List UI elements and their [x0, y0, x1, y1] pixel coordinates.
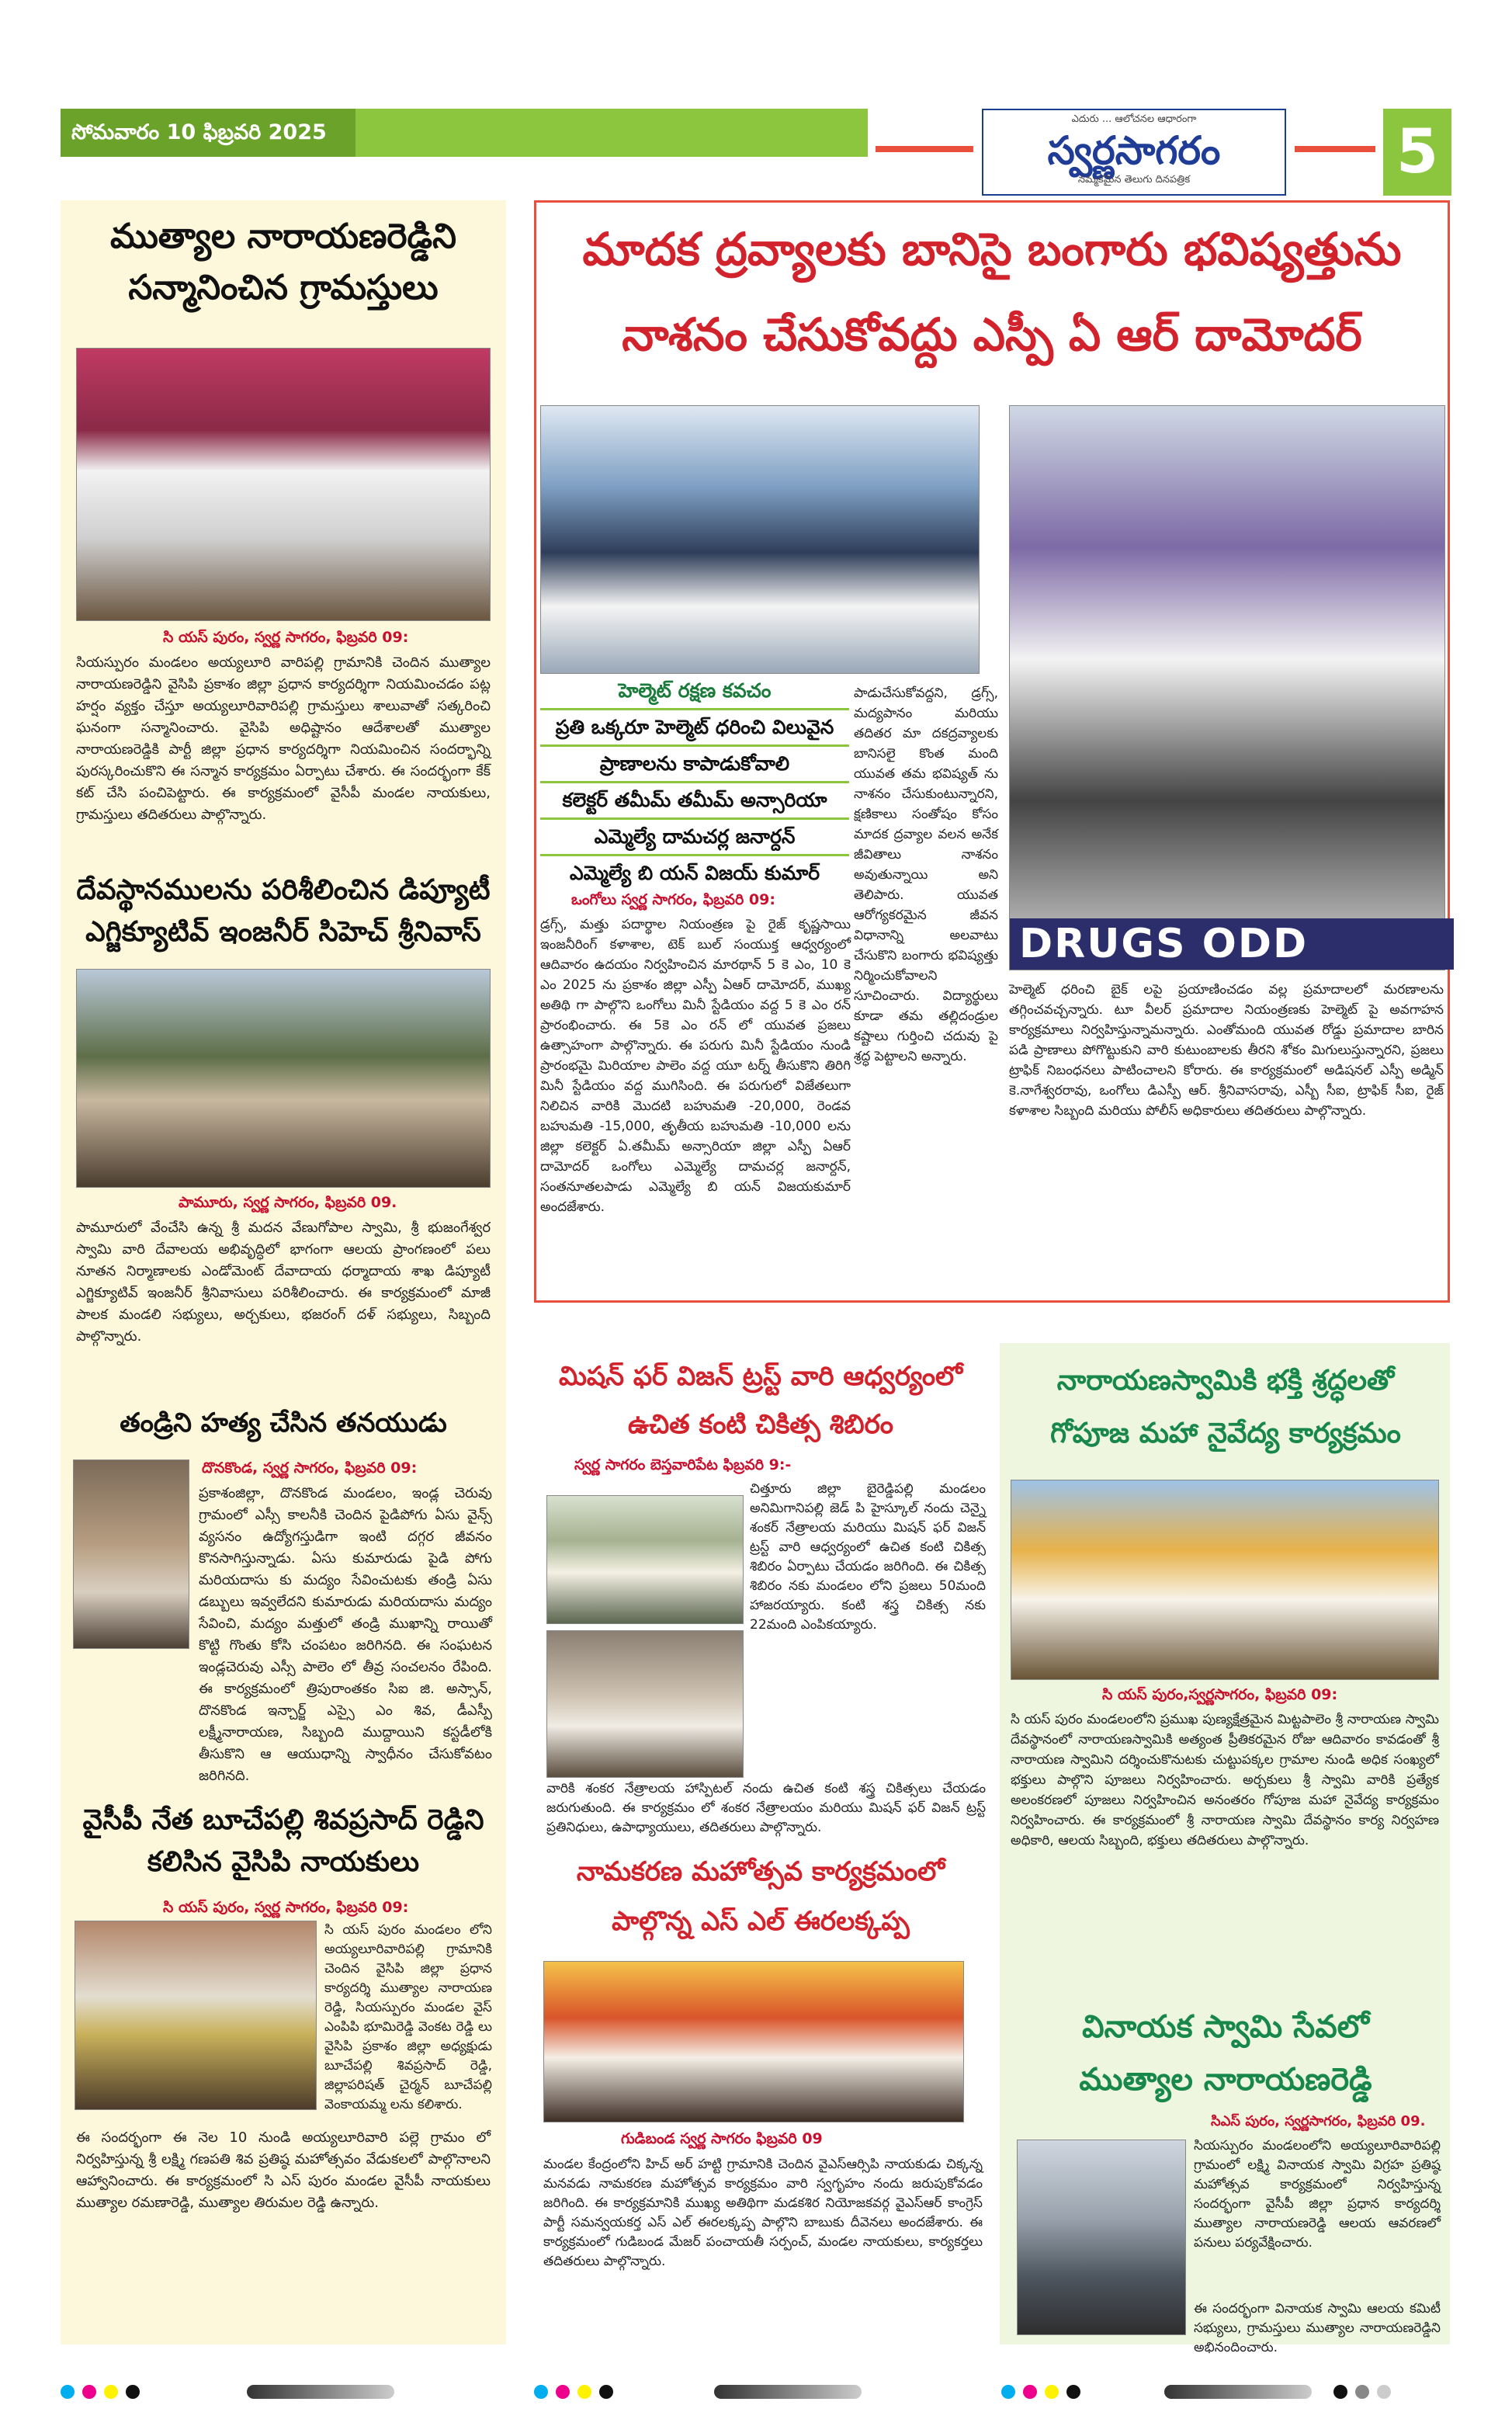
- article-title-temple-inspection: దేవస్థానములను పరిశీలించిన డిప్యూటీ ఎగ్జిక్యూటివ్ ఇంజనీర్ సిహెచ్ శ్రీనివాస్: [76, 874, 491, 948]
- article-body-r2: ఈ సందర్భంగా వినాయక స్వామి ఆలయ కమిటీ సభ్యులు, గ్రామస్తులు ముత్యాల నారాయణరెడ్డిని అభినందించారు.: [1194, 2301, 1441, 2355]
- reg-dot: [126, 2385, 140, 2399]
- article-title-ysrcp-meet: వైసీపీ నేత బూచేపల్లి శివప్రసాద్ రెడ్డిని కలిసిన వైసిపి నాయకులు: [82, 1804, 484, 1878]
- registration-dots-mid: [534, 2385, 613, 2402]
- issue-date: సోమవారం 10 ఫిబ్రవరి 2025: [61, 109, 355, 157]
- photo-murder-scene: [73, 1459, 189, 1649]
- reg-dot: [599, 2385, 613, 2399]
- article-body-a1: సియస్పురం మండలం అయ్యలూరి వారిపల్లి గ్రామానికి చెందిన ముత్యాల నారాయణరెడ్డిని వైసిపి ప్రకాశం జిల్లా ప్రధాన కార్యదర్శిగా నియమించడం పట్ల హర్షం వ్యక్తం చేస్తూ అయ్యలూరివారిపల్లి గ్రామస్తులు శాలువాతో సత్కరించి ఘనంగా సన్మానించారు. వైసిపి అధిష్టానం ఆదేశాలతో ముత్యాల నారాయణరెడ్డికి పార్టీ జిల్లా ప్రధాన కార్యదర్శిగా నియమించిన సందర్భాన్ని పురస్కరించుకొని ఈ సన్మాన కార్యక్రమం ఏర్పాటు చేశారు. ఈ సందర్భంగా కేక్ కట్ చేసి పంచిపెట్టారు. ఈ కార్యక్రమంలో వైసీపీ మండల నాయకులు, గ్రామస్తులు తదితరులు పాల్గొన్నారు.: [76, 654, 491, 823]
- article-title-sanmanam: ముత్యాల నారాయణరెడ్డిని సన్మానించిన గ్రామస్తులు: [110, 217, 456, 307]
- photo-marathon-crowd: [1009, 405, 1445, 970]
- lead-headline-line1: మాదక ద్రవ్యాలకు బానిసై బంగారు భవిష్యత్తును: [582, 223, 1402, 276]
- lead-body-middle: పాడుచేసుకోవద్దని, డ్రగ్స్, మద్యపానం మరియు తదితర మా దకద్రవ్యాలకు బానిసలై కొంత మంది యువత తమ భవిష్యత్ ను నాశనం చేసుకుంటున్నారని, క్షణికాలు సంతోషం కోసం మాదక ద్రవ్యాల వలన అనేక జీవితాలు నాశనం అవుతున్నాయి అని తెలిపారు. యువత ఆరోగ్యకరమైన జీవన విధానాన్ని అలవాటు చేసుకొని బంగారు భవిష్యత్తు నిర్మించుకోవాలని సూచించారు. విద్యార్థులు కూడా తమ తల్లిదండ్రుల కష్టాలు గుర్తించి చదువు పై శ్రద్ధ పెట్టాలని అన్నారు.: [854, 685, 998, 1064]
- reg-dot: [577, 2385, 591, 2399]
- reg-dot: [1045, 2385, 1059, 2399]
- masthead-title: స్వర్ణసాగరం: [1047, 128, 1221, 173]
- article-body-m1: వారికి శంకర నేత్రాలయ హాస్పిటల్ నందు ఉచిత కంటి శస్త్ర చికిత్సలు చేయడం జరుగుతుంది. ఈ కార్యక్రమం లో శంకర నేత్రాలయం మరియు మిషన్ ఫర్ విజన్ ట్రస్ట్ ప్రతినిధులు, ఉపాధ్యాయులు, తదితరులు పాల్గొన్నారు.: [546, 1781, 986, 1835]
- reg-dot: [556, 2385, 570, 2399]
- reg-dot: [1355, 2385, 1369, 2399]
- article-title-naming-2: పాల్గొన్న ఎస్ ఎల్ ఈరలక్కప్ప: [612, 1906, 910, 1937]
- header-rule-right: [1295, 146, 1375, 152]
- highlight-box: [540, 674, 849, 916]
- highlight-1: హెల్మెట్ రక్షణ కవచం: [540, 674, 849, 710]
- reg-dot: [1023, 2385, 1037, 2399]
- masthead: [982, 109, 1286, 196]
- registration-dots-right: [1001, 2385, 1080, 2402]
- article-body-a2: పామూరులో వేంచేసి ఉన్న శ్రీ మదన వేణుగోపాల స్వామి, శ్రీ భుజంగేశ్వర స్వామి వారి దేవాలయ అభివృద్ధిలో భాగంగా ఆలయ ప్రాంగణంలో పలు నూతన నిర్మాణాలకు ఎండోమెంట్ దేవాదాయ ధర్మాదాయ శాఖ డిప్యూటీ ఎగ్జిక్యూటివ్ ఇంజనీర్ శ్రీనివాసులు పరిశీలించారు. ఈ కార్యక్రమంలో మాజీ పాలక మండలి సభ్యులు, అర్చకులు, భజరంగ్ దళ్ సభ్యులు, సిబ్బంది పాల్గొన్నారు.: [76, 1220, 491, 1345]
- highlight-5: ఎమ్మెల్యే దామచర్ల జనార్దన్: [540, 820, 849, 856]
- article-title-vinayaka-2: ముత్యాల నారాయణరెడ్డి: [1079, 2062, 1372, 2098]
- masthead-tagline: ఎదురు ... ఆలోచనల ఆధారంగా: [1071, 113, 1197, 125]
- article-side-r2: సియస్పురం మండలంలోని అయ్యలూరివారిపల్లి గ్రామంలో లక్ష్మి వినాయక స్వామి విగ్రహ ప్రతిష్ఠ మహోత్సవ కార్యక్రమంలో నిర్వహిస్తున్న సందర్భంగా వైసీపీ జిల్లా ప్రధాన కార్యదర్శి ముత్యాల నారాయణరెడ్డి ఆలయ ఆవరణలో పనులు పర్యవేక్షించారు.: [1194, 2138, 1441, 2251]
- photo-temple-inspection: [76, 969, 491, 1188]
- highlight-3: ప్రాణాలను కాపాడుకోవాలి: [540, 747, 849, 783]
- lead-headline-line2: నాశనం చేసుకోవద్దు ఎస్పీ ఏ ఆర్ దామోదర్: [622, 308, 1362, 361]
- reg-dot: [1333, 2385, 1347, 2399]
- dateline-a1: సి యస్ పురం, స్వర్ణ సాగరం, ఫిబ్రవరి 09:: [163, 629, 409, 646]
- article-title-gopuja-2: గోపూజ మహా నైవేద్య కార్యక్రమం: [1050, 1418, 1401, 1449]
- dateline-a2: పామూరు, స్వర్ణ సాగరం, ఫిబ్రవరి 09.: [179, 1194, 397, 1211]
- header-rule-left: [876, 146, 973, 152]
- photo-marathon-stage: [540, 405, 980, 674]
- article-side-a4: సి యస్ పురం మండలం లోని అయ్యలూరివారిపల్లి గ్రామానికి చెందిన వైసిపి జిల్లా ప్రధాన కార్యదర్శి ముత్యాల నారాయణ రెడ్డి, సియస్పురం మండల వైస్ ఎంపిపి భూమిరెడ్డి వెంకట రెడ్డి లు వైసిపి ప్రకాశం జిల్లా అధ్యక్షుడు బూచేపల్లి శివప్రసాద్ రెడ్డి, జిల్లాపరిషత్ చైర్మన్ బూచేపల్లి వెంకాయమ్మ లను కలిశారు.: [324, 1922, 492, 2112]
- highlight-2: ప్రతి ఒక్కరూ హెల్మెట్ ధరించి విలువైన: [540, 710, 849, 747]
- lead-dateline: ఒంగోలు స్వర్ణ సాగరం, ఫిబ్రవరి 09:: [571, 891, 775, 908]
- article-title-murder: తండ్రిని హత్య చేసిన తనయుడు: [120, 1407, 447, 1439]
- page-number: 5: [1383, 109, 1451, 196]
- article-body-a3: ప్రకాశంజిల్లా, దొనకొండ మండలం, ఇండ్ల చెరువు గ్రామంలో ఎస్సీ కాలనీకి చెందిన పైడిపోగు ఏసు వైన్స్ వ్యసనం ఉద్యోగస్తుడిగా ఇంటి దగ్గర జీవనం కొనసాగిస్తున్నాడు. ఏసు కుమారుడు పైడి పోగు మరియదాసు కు మద్యం సేవించుటకు తండ్రి ఏసు డబ్బులు ఇవ్వలేదని కుమారుడు మరియదాసు మద్యం సేవించి, మద్యం మత్తులో తండ్రి ముఖాన్ని రాయితో కొట్టి గొంతు కోసి చంపటం జరిగినది. ఈ సంఘటన ఇండ్లచెరువు ఎస్సీ పాలెం లో తీవ్ర సంచలనం రేపింది. ఈ కార్యక్రమంలో త్రిపురాంతకం సిఐ జి. అస్సాన్, దొనకొండ ఇన్చార్జ్ ఎస్సై ఎం శివ, డీఎస్పీ లక్ష్మీనారాయణ, సిబ్బంది ముద్దాయిని కస్టడీలోకి తీసుకొని ఆ ఆయుధాన్ని స్వాధీనం చేసుకోవటం జరిగినది.: [199, 1485, 492, 1784]
- highlight-4: కలెక్టర్ తమీమ్ తమీమ్ అన్సారియా: [540, 783, 849, 820]
- highlight-6: ఎమ్మెల్యే బి యన్ విజయ్ కుమార్: [569, 862, 820, 884]
- reg-dot: [1377, 2385, 1391, 2399]
- dateline-r2: సిఎస్ పురం, స్వర్ణసాగరం, ఫిబ్రవరి 09.: [1211, 2113, 1426, 2129]
- photo-felicitation: [76, 348, 491, 621]
- photo-leaders: [75, 1921, 317, 2110]
- reg-dot: [534, 2385, 548, 2399]
- reg-dot: [1001, 2385, 1015, 2399]
- registration-bar: [247, 2385, 394, 2399]
- article-title-gopuja-1: నారాయణస్వామికి భక్తి శ్రద్ధలతో: [1056, 1365, 1395, 1397]
- photo-vinayaka: [1017, 2140, 1186, 2335]
- reg-dot: [82, 2385, 96, 2399]
- lead-body-right: హెల్మెట్ ధరించి బైక్ లపై ప్రయాణించడం వల్ల ప్రమాదాలలో మరణాలను తగ్గించవచ్చన్నారు. టూ వీలర్ ప్రమాదాల నియంత్రణకు హెల్మెట్ పై అవగాహన కార్యక్రమాలు నిర్వహిస్తున్నామన్నారు. ఎంతోమంది యువత రోడ్డు ప్రమాదాల బారిన పడి ప్రాణాలు పోగొట్టుకుని వారి కుటుంబాలకు తీరని శోకం మిగులుస్తున్నారని, ప్రజలు ట్రాఫిక్ నిబంధనలు పాటించాలని కోరారు. ఈ కార్యక్రమంలో అడిషనల్ ఎస్పీ అడ్మిన్ కె.నాగేశ్వరరావు, ఒంగోలు డిఎస్పీ ఆర్. శ్రీనివాసరావు, ఎస్బీ సీఐ, ట్రాఫిక్ సీఐ, రైజ్ కళాశాల సిబ్బంది మరియు పోలీస్ అధికారులు తదితరులు పాల్గొన్నారు.: [1009, 982, 1444, 1119]
- dateline-a3: దొనకొండ, స్వర్ణ సాగరం, ఫిబ్రవరి 09:: [202, 1459, 418, 1477]
- registration-bar: [714, 2385, 862, 2399]
- photo-eye-camp-1: [546, 1495, 744, 1624]
- article-title-eye-camp-1: మిషన్ ఫర్ విజన్ ట్రస్ట్ వారి ఆధ్వర్యంలో: [558, 1361, 963, 1392]
- article-title-naming-1: నామకరణ మహోత్సవ కార్యక్రమంలో: [576, 1856, 945, 1887]
- article-side-m1: చిత్తూరు జిల్లా బైరెడ్డిపల్లి మండలం అనిమిగానిపల్లి జెడ్ పి హైస్కూల్ నందు చెన్నై శంకర్ నేత్రాలయ మరియు మిషన్ ఫర్ విజన్ ట్రస్ట్ వారి ఆధ్వర్యంలో ఉచిత కంటి చికిత్స శిబిరం ఏర్పాటు చేయడం జరిగింది. ఈ చికిత్స శిబిరం నకు మండలం లోని ప్రజలు 50మంది హాజరయ్యారు. కంటి శస్త్ర చికిత్స నకు 22మంది ఎంపికయ్యారు.: [750, 1481, 986, 1633]
- registration-bar: [1164, 2385, 1312, 2399]
- photo-eye-camp-2: [546, 1630, 744, 1778]
- article-title-vinayaka-1: వినాయక స్వామి సేవలో: [1082, 2009, 1369, 2045]
- photo-naming-ceremony: [543, 1961, 964, 2122]
- article-body-r1: సి యస్ పురం మండలంలోని ప్రముఖ పుణ్యక్షేత్రమైన మిట్టపాలెం శ్రీ నారాయణ స్వామి దేవస్థానంలో నారాయణస్వామికి అత్యంత ప్రీతికరమైన రోజు ఆదివారం కావడంతో శ్రీ నారాయణ స్వామిని దర్శించుకొనుటకు చుట్టుపక్కల గ్రామాల నుండి అధిక సంఖ్యలో భక్తులు పాల్గొని పూజలు నిర్వహించారు. అర్చకులు శ్రీ స్వామి వారికి ప్రత్యేక అలంకరణలో పూజలు నిర్వహించిన అనంతరం గోపూజ మహా నైవేద్య కార్యక్రమం నిర్వహించారు. ఈ కార్యక్రమంలో శ్రీ నారాయణ స్వామి దేవస్థానం కార్య నిర్వహణ అధికారి, ఆలయ సిబ్బంది, భక్తులు తదితరులు పాల్గొన్నారు.: [1011, 1712, 1439, 1848]
- reg-dot: [61, 2385, 75, 2399]
- masthead-subtitle: నమ్మకమైన తెలుగు దినపత్రిక: [1077, 174, 1191, 186]
- lead-body-left: డ్రగ్స్, మత్తు పదార్థాల నియంత్రణ పై రైజ్ కృష్ణసాయి ఇంజనీరింగ్ కళాశాల, టెక్ బుల్ సంయుక్త ఆధ్వర్యంలో ఆదివారం ఉదయం నిర్వహించిన మారథాన్ 5 కె ఎం, 10 కె ఎం 2025 ను ప్రకాశం జిల్లా ఎస్పీ ఏఆర్ దామోదర్, ముఖ్య అతిథి గా పాల్గొని ఒంగోలు మినీ స్టేడియం వద్ద 5 కె ఎం రన్ ప్రారంభించారు. ఈ 5కె ఎం రన్ లో యువత ప్రజలు ఉత్సాహంగా పాల్గొన్నారు. ఈ పరుగు మినీ స్టేడియం నుండి ప్రారంభమై మిరియాల పాలెం వద్ద యూ టర్న్ తీసుకొని తిరిగి మినీ స్టేడియం వద్ద ముగిసింది. ఈ పరుగులో విజేతలుగా నిలిచిన వారికి మొదటి బహుమతి -20,000, రెండవ బహుమతి -15,000, తృతీయ బహుమతి -10,000 లను జిల్లా కలెక్టర్ ఏ.తమీమ్ అన్సారియా జిల్లా ఎస్పీ ఏఆర్ దామోదర్ ఒంగోలు ఎమ్మెల్యే దామచర్ల జనార్దన్, సంతనూతలపాడు ఎమ్మెల్యే బి యన్ విజయకుమార్ అందజేశారు.: [540, 917, 851, 1215]
- registration-dots-left: [61, 2385, 140, 2402]
- dateline-a4: సి యస్ పురం, స్వర్ణ సాగరం, ఫిబ్రవరి 09:: [163, 1899, 409, 1916]
- photo-gopuja: [1011, 1480, 1439, 1680]
- registration-dots-end: [1333, 2385, 1391, 2402]
- article-title-eye-camp-2: ఉచిత కంటి చికిత్స శిబిరం: [627, 1409, 894, 1440]
- dateline-m1: స్వర్ణ సాగరం బెస్తవారిపేట ఫిబ్రవరి 9:-: [574, 1456, 792, 1473]
- dateline-r1: సి యస్ పురం,స్వర్ణసాగరం, ఫిబ్రవరి 09:: [1102, 1686, 1338, 1703]
- reg-dot: [104, 2385, 118, 2399]
- article-body-a4: ఈ సందర్భంగా ఈ నెల 10 నుండి అయ్యలూరివారి పల్లె గ్రామం లో నిర్వహిస్తున్న శ్రీ లక్ష్మి గణపతి శివ ప్రతిష్ఠ మహోత్సవం వేడుకలలో పాల్గొనాలని ఆహ్వానించారు. ఈ కార్యక్రమంలో సి ఎస్ పురం మండల వైసీపీ నాయకులు ముత్యాల రమణారెడ్డి, ముత్యాల తిరుమల రెడ్డి ఉన్నారు.: [76, 2129, 491, 2211]
- reg-dot: [1066, 2385, 1080, 2399]
- dateline-m2: గుడిబండ స్వర్ణ సాగరం ఫిబ్రవరి 09: [621, 2130, 823, 2147]
- article-body-m2: మండల కేంద్రంలోని హిచ్ అర్ హట్టి గ్రామానికి చెందిన వైఎస్ఆర్సిపి నాయకుడు చిక్కన్న మనవడు నామకరణ మహోత్సవ కార్యక్రమం వారి స్వగృహం నందు జరుపుకోవడం జరిగింది. ఈ కార్యక్రమానికి ముఖ్య అతిథిగా మడకశిర నియోజకవర్గ వైఎస్ఆర్ కాంగ్రెస్ పార్టీ సమన్వయకర్త ఎస్ ఎల్ ఈరలక్కప్ప పాల్గొని బాబుకు దీవెనలు అందజేశారు. ఈ కార్యక్రమంలో గుడిబండ మేజర్ పంచాయతీ సర్పంచ్, మండల నాయకులు, కార్యకర్తలు తదితరులు పాల్గొన్నారు.: [543, 2157, 983, 2269]
- banner-drugs: DRUGS ODD: [1010, 918, 1454, 970]
